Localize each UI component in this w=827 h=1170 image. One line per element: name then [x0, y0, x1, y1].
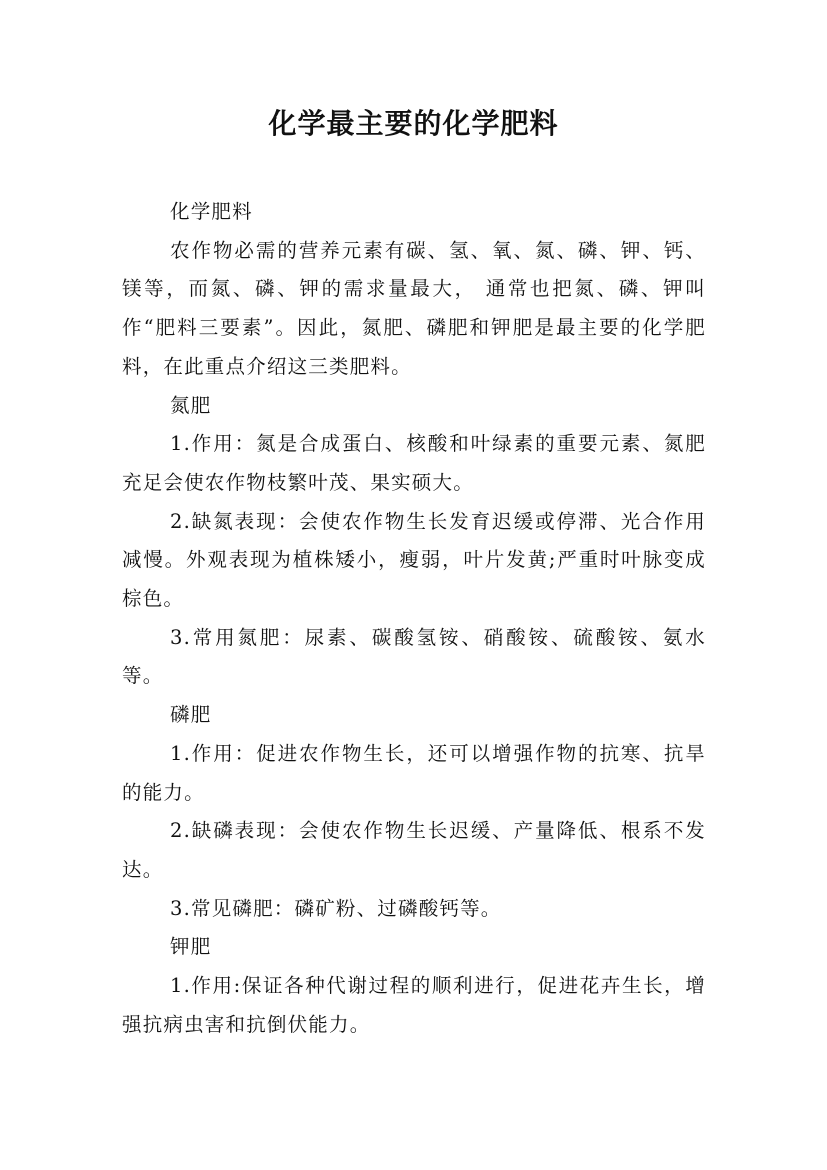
page-title: 化学最主要的化学肥料 [268, 107, 559, 140]
paragraph-potassium-function: 1.作用:保证各种代谢过程的顺利进行，促进花卉生长，增强抗病虫害和抗倒伏能力。 [122, 974, 706, 1036]
section-heading-phosphorus: 磷肥 [170, 703, 212, 727]
paragraph-phosphorus-common: 3.常见磷肥：磷矿粉、过磷酸钙等。 [170, 896, 502, 920]
paragraph-intro: 农作物必需的营养元素有碳、氢、氧、氮、磷、钾、钙、镁等，而氮、磷、钾的需求量最大， 通常也把氮、磷、钾叫作“肥料三要素”。因此，氮肥、磷肥和钾肥是最主要的化学肥料，在此重点介绍这三类肥料。 [122, 238, 706, 378]
document-body [122, 193, 706, 1044]
paragraph-nitrogen-common: 3.常用氮肥：尿素、碳酸氢铵、硝酸铵、硫酸铵、氨水等。 [122, 625, 706, 688]
section-heading-fertilizers: 化学肥料 [170, 200, 253, 223]
paragraph-nitrogen-deficiency: 2.缺氮表现：会使农作物生长发育迟缓或停滞、光合作用减慢。外观表现为植株矮小，瘦弱，叶片发黄;严重时叶脉变成棕色。 [122, 509, 706, 611]
paragraph-nitrogen-function: 1.作用：氮是合成蛋白、核酸和叶绿素的重要元素、氮肥充足会使农作物枝繁叶茂、果实硕大。 [122, 432, 706, 494]
section-heading-nitrogen: 氮肥 [170, 393, 212, 417]
paragraph-phosphorus-deficiency: 2.缺磷表现：会使农作物生长迟缓、产量降低、根系不发达。 [122, 819, 706, 881]
section-heading-potassium: 钾肥 [170, 935, 212, 959]
paragraph-phosphorus-function: 1.作用：促进农作物生长，还可以增强作物的抗寒、抗旱的能力。 [122, 741, 706, 804]
